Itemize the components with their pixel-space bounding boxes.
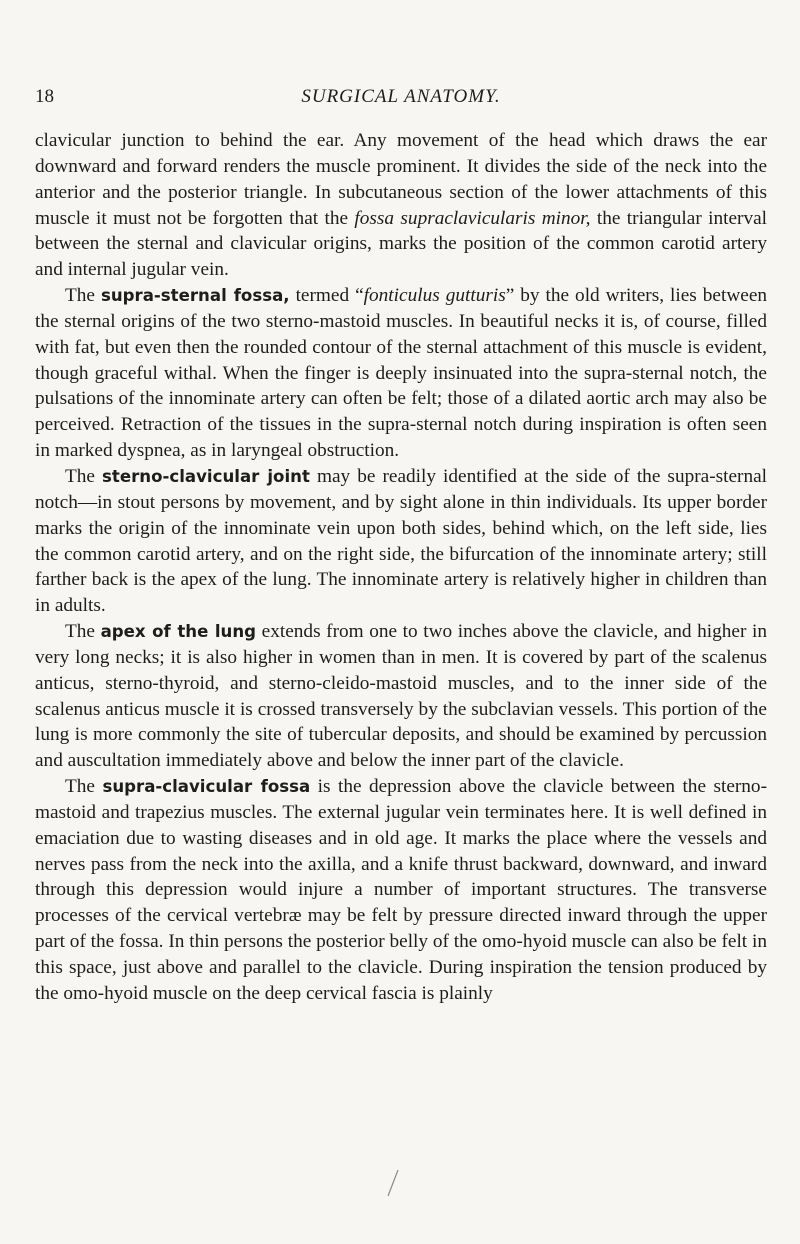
- bold-term: supra-clavicular fossa: [102, 777, 311, 797]
- italic-term: fonticulus gutturis: [363, 285, 506, 307]
- bold-term: sterno-clavicular joint: [102, 466, 310, 486]
- running-title: SURGICAL ANATOMY.: [301, 86, 501, 107]
- paragraph-3: The sterno-clavicular joint may be readily identified at the side of the supra-sternal notch—in stout persons by movement, and by sight alone in thin individuals. Its upper border marks the origin of the innominate vein upon both sides, behind which, on the left side, lies the common carotid artery, and on the right side, the bifurcation of the innominate artery; still farther back is the apex of the lung. The innominate artery is relatively higher in children than in adults.: [35, 465, 768, 617]
- bold-term: apex of the lung: [100, 622, 257, 642]
- body-text: [35, 128, 767, 1007]
- page-header: [35, 86, 767, 110]
- stray-pencil-mark: [386, 1168, 400, 1198]
- page-number: 18: [35, 86, 54, 107]
- paragraph-1: clavicular junction to behind the ear. Any movement of the head which draws the ear downward and forward renders the muscle prominent. It divides the side of the neck into the anterior and the posterior triangle. In subcutaneous section of the lower attachments of this muscle it must not be forgotten that the fossa supraclavicularis minor, the triangular interval between the sternal and clavicular origins, marks the position of the common carotid artery and internal jugular vein.: [35, 130, 767, 281]
- bold-term: supra-sternal fossa,: [100, 286, 290, 306]
- paragraph-4: The apex of the lung extends from one to two inches above the clavicle, and higher in very long necks; it is also higher in women than in men. It is covered by part of the scalenus anticus, sterno-thyroid, and sterno-cleido-mastoid muscles, and to the inner side of the scalenus anticus muscle it is crossed transversely by the subclavian vessels. This portion of the lung is more commonly the site of tubercular deposits, and should be examined by percussion and auscultation immediately above and below the inner part of the clavicle.: [35, 621, 768, 772]
- italic-term: fossa supraclavicularis minor,: [354, 207, 591, 229]
- paragraph-2: The supra-sternal fossa, termed “fonticulus gutturis” by the old writers, lies between the sternal origins of the two sterno-mastoid muscles. In beautiful necks it is, of course, filled with fat, but even then the rounded contour of the sternal attachment of this muscle is evident, though graceful withal. When the finger is deeply insinuated into the supra-sternal notch, the pulsations of the innominate artery can often be felt; those of a dilated aortic arch may also be perceived. Retraction of the tissues in the supra-sternal notch during inspiration is often seen in marked dyspnea, as in laryngeal obstruction.: [35, 285, 768, 462]
- paragraph-5: The supra-clavicular fossa is the depression above the clavicle between the sterno-mastoid and trapezius muscles. The external jugular vein terminates here. It is well defined in emaciation due to wasting diseases and in old age. It marks the place where the vessels and nerves pass from the neck into the axilla, and a knife thrust backward, downward, and inward through this depression would injure a number of important structures. The transverse processes of the cervical vertebræ may be felt by pressure directed inward through the upper part of the fossa. In thin persons the posterior belly of the omo-hyoid muscle can also be felt in this space, just above and parallel to the clavicle. During inspiration the tension produced by the omo-hyoid muscle on the deep cervical fascia is plainly: [35, 776, 767, 1004]
